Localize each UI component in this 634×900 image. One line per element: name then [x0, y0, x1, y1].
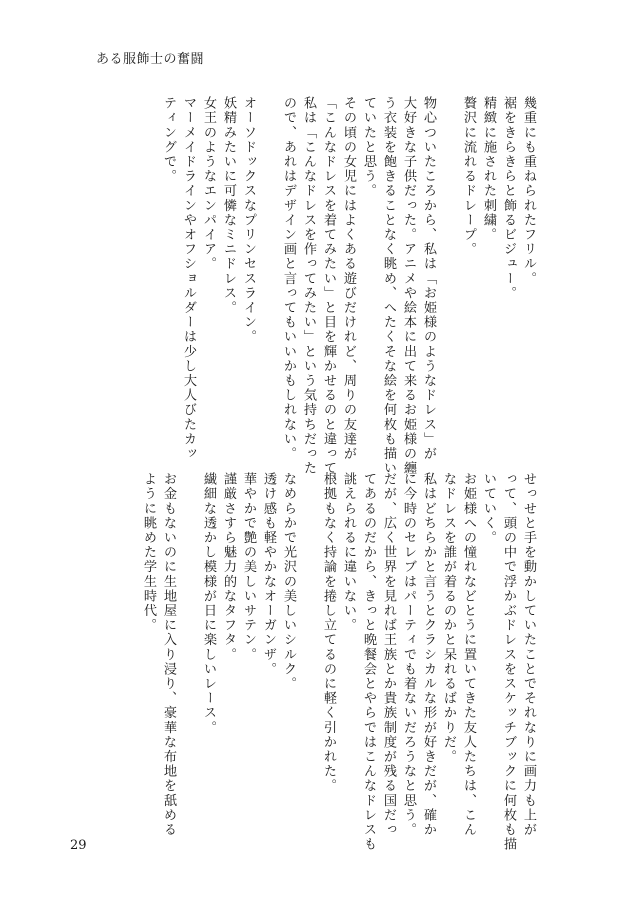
text-line: 誂えられるに違いない。	[341, 472, 356, 633]
text-line: いていく。	[481, 472, 496, 545]
text-line: 謹厳さすら魅力的なタフタ。	[221, 472, 236, 662]
text-line: お姫様への憧れなどとうに置いてきた友人たちは、こん	[461, 472, 476, 837]
blank-line	[258, 96, 278, 470]
blank-line	[298, 472, 318, 810]
text-line: 幾重にも重ねられたフリル。	[521, 96, 536, 286]
text-line: 精緻に施された刺繍。	[481, 96, 496, 242]
page-number: 29	[70, 838, 87, 853]
text-line: 私はどちらかと言うとクラシカルな形が好きだが、確か	[421, 472, 436, 837]
blank-line	[178, 472, 198, 810]
text-line: 女王のようなエンパイア。	[201, 96, 216, 272]
text-line: オーソドックスなプリンセスライン。	[241, 96, 256, 345]
text-line: 贅沢に流れるドレープ。	[461, 96, 476, 257]
text-line: その頃の女児にはよくある遊びだけれど、周りの友達が	[341, 96, 356, 461]
text-line: 繊細な透かし模様が日に楽しいレース。	[201, 472, 216, 735]
text-line: ので、あれはデザイン画と言ってもいいかもしれない。	[281, 96, 296, 461]
text-line: せっせと手を動かしていたことでそれなりに画力も上が	[521, 472, 536, 837]
text-line: 「こんなドレスを着てみたい」と目を輝かせるのと違って、	[321, 96, 336, 491]
text-line: 裾をきらきらと飾るビジュー。	[501, 96, 516, 301]
text-line: に今時のセレブはパーティでも着ないだろうなと思う。	[401, 472, 416, 837]
text-line: 透け感も軽やかなオーガンザ。	[261, 472, 276, 677]
text-line: ていたと思う。	[361, 96, 376, 199]
text-line: てあるのだから、きっと晩餐会とやらではこんなドレスも	[361, 472, 376, 852]
text-line: ように眺めた学生時代。	[141, 472, 156, 633]
text-line: って、頭の中で浮かぶドレスをスケッチブックに何枚も描	[501, 472, 516, 852]
upper-text-block	[158, 96, 538, 491]
text-line: なめらかで光沢の美しいシルク。	[281, 472, 296, 691]
text-line: う衣装を飽きることなく眺め、へたくそな絵を何枚も描い	[381, 96, 396, 476]
text-line: マーメイドラインやオフショルダーは少し大人びたカッ	[181, 96, 196, 461]
text-line: 物心ついたころから、私は「お姫様のようなドレス」が	[421, 96, 436, 461]
text-line: 華やかで艶の美しいサテン。	[241, 472, 256, 662]
text-line: 私は「こんなドレスを作ってみたい」という気持ちだった	[301, 96, 316, 476]
text-line: ティングで。	[161, 96, 176, 184]
text-line: お金もないのに生地屋に入り浸り、豪華な布地を舐める	[161, 472, 176, 837]
lower-text-block	[138, 472, 538, 852]
text-line: 根拠もなく持論を捲し立てるのに軽く引かれた。	[321, 472, 336, 794]
text-line: だが、広く世界を見れば王族とか貴族制度が残る国だっ	[381, 472, 396, 837]
blank-line	[438, 96, 458, 470]
text-line: 大好きな子供だった。アニメや絵本に出て来るお姫様の纏	[401, 96, 416, 476]
text-line: 妖精みたいに可憐なミニドレス。	[221, 96, 236, 315]
running-title: ある服飾士の奮闘	[96, 52, 205, 67]
text-line: なドレスを誰が着るのかと呆れるばかりだ。	[441, 472, 456, 764]
